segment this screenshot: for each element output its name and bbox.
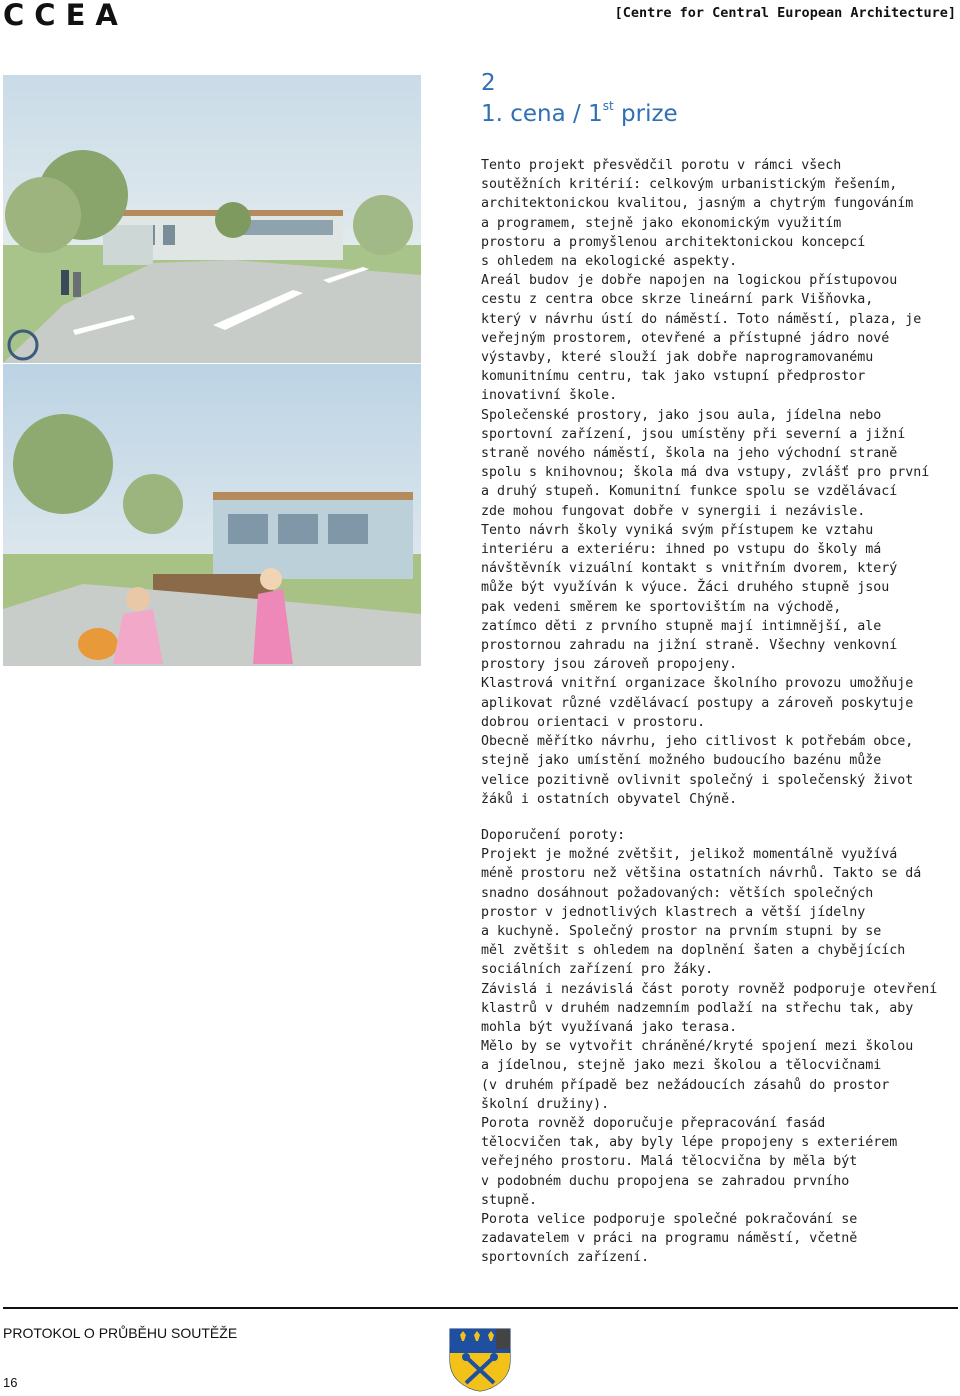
rendering-image-street bbox=[3, 75, 421, 363]
paragraph: Obecně měřítko návrhu, jeho citlivost k potřebám obce, stejně jako umístění možného budoucího bazénu může velice pozitivně ovlivnit společný i společenský život žáků i ostatních obyvatel Chýně. bbox=[481, 734, 914, 807]
paragraph: Projekt je možné zvětšit, jelikož momentálně využívá méně prostoru než většina ostatních návrhů. Takto se dá snadno dosáhnout požadovaných: větších společných prostor v jednotlivých klastrech a větší jídelny a kuchyně. Společný prostor na prvním stupni by se měl zvětšit s ohledem na doplnění šaten a chybějících sociálních zařízení pro žáky. bbox=[481, 847, 922, 978]
page-number: 16 bbox=[3, 1375, 18, 1390]
paragraph: Tento návrh školy vyniká svým přístupem ke vztahu interiéru a exteriéru: ihned po vstupu do školy má návštěvník vizuální kontakt s vnitřním dvorem, který může být využíván k výuce. Žáci druhého stupně jsou pak vedeni směrem ke sportovištím na východě, zatímco děti z prvního stupně mají intimnější, ale prostornou zahradu na jižní straně. Všechny venkovní prostory jsou zároveň propojeny. bbox=[481, 522, 898, 673]
paragraph: Porota rovněž doporučuje přepracování fasád tělocvičen tak, aby byly lépe propojeny s exteriérem veřejného prostoru. Malá tělocvična by měla být v podobném duchu propojena se zahradou prvního stupně. bbox=[481, 1116, 898, 1208]
paragraph: Závislá i nezávislá část poroty rovněž podporuje otevření klastrů v druhém nadzemním podlaží na střechu tak, aby mohla být využívaná jako terasa. bbox=[481, 981, 938, 1036]
paragraph: Areál budov je dobře napojen na logickou přístupovou cestu z centra obce skrze lineární park Višňovka, který v návrhu ústí do náměstí. Toto náměstí, plaza, je veřejným prostorem, otevřené a přístupné jádro nové výstavby, které slouží jak dobře naprogramovanému komunitnímu centru, tak jako vstupní předprostor inovativní škole. bbox=[481, 273, 922, 404]
municipal-crest-icon bbox=[448, 1327, 512, 1392]
prize-prefix: 1. cena / 1 bbox=[481, 101, 603, 127]
jury-recommendations-text bbox=[481, 826, 941, 1268]
paragraph: Společenské prostory, jako jsou aula, jídelna nebo sportovní zařízení, jsou umístěny při severní a jižní straně nového náměstí, škola na jeho východní straně spolu s knihovnou; škola má dva vstupy, zvlášť pro první a druhý stupeň. Komunitní funkce spolu se vzdělávací zde mohou fungovat dobře v synergii i nezávisle. bbox=[481, 407, 930, 519]
rendering-image-children bbox=[3, 364, 421, 666]
header-tagline: [Centre for Central European Architecture] bbox=[614, 5, 956, 21]
paragraph: Porota velice podporuje společné pokračování se zadavatelem v práci na programu náměstí, včetně sportovních zařízení. bbox=[481, 1212, 858, 1266]
prize-heading bbox=[481, 101, 678, 127]
footer-divider bbox=[3, 1307, 958, 1309]
prize-superscript: st bbox=[602, 99, 614, 114]
section-number: 2 bbox=[481, 70, 496, 96]
ccea-logo: CCEA bbox=[3, 0, 128, 32]
paragraph: Mělo by se vytvořit chráněné/kryté spojení mezi školou a jídelnou, stejně jako mezi školou a tělocvičnami (v druhém případě bez nežádoucích zásahů do prostor školní družiny). bbox=[481, 1039, 914, 1112]
prize-suffix: prize bbox=[613, 101, 678, 127]
footer-title: PROTOKOL O PRŮBĚHU SOUTĚŽE bbox=[3, 1325, 238, 1341]
paragraph: Tento projekt přesvědčil porotu v rámci všech soutěžních kritérií: celkovým urbanistickým řešením, architektonickou kvalitou, jasným a chytrým fungováním a programem, stejně jako ekonomickým využitím prostoru a promyšlenou architektonickou koncepcí s ohledem na ekologické aspekty. bbox=[481, 158, 914, 270]
paragraph: Klastrová vnitřní organizace školního provozu umožňuje aplikovat různé vzdělávací postupy a zároveň poskytuje dobrou orientaci v prostoru. bbox=[481, 676, 914, 730]
jury-evaluation-text bbox=[481, 156, 941, 809]
recommendations-heading: Doporučení poroty: bbox=[481, 828, 626, 843]
